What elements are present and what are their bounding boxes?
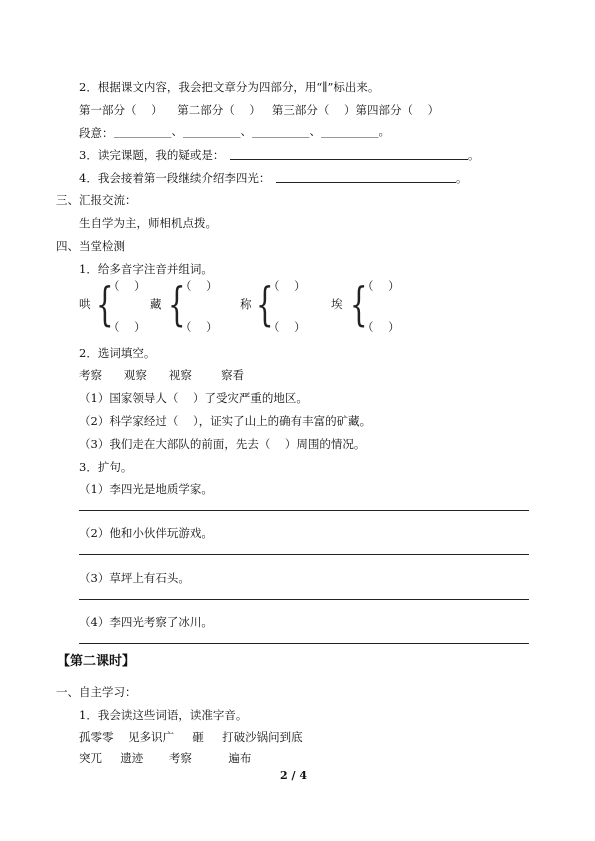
q3-item: （3）草坪上有石头。: [79, 571, 190, 585]
polyphone-top: （ ）: [362, 279, 400, 293]
q3-item: （2）他和小伙伴玩游戏。: [79, 526, 213, 540]
polyphone-top: （ ）: [268, 279, 306, 293]
page-number: 2 / 4: [280, 769, 307, 782]
polyphone-bottom: （ ）: [108, 320, 146, 334]
q3-item: （4）李四光考察了冰川。: [79, 615, 213, 629]
brace-icon: {: [350, 277, 368, 331]
polyphone-char: 哄: [79, 297, 91, 311]
word-list-row: 突兀 遗迹 考察 遍布: [79, 751, 252, 765]
polyphone-bottom: （ ）: [180, 320, 218, 334]
duanyi-label: 段意：: [79, 126, 114, 140]
item-2: 2．根据课文内容，我会把文章分为四部分，用“∥”标出来。: [79, 80, 380, 94]
part-brackets: 第一部分（ ） 第二部分（ ） 第三部分（ ）第四部分（ ）: [79, 103, 440, 117]
lesson-2-heading: 一、自主学习：: [56, 685, 137, 699]
q3-answer-line: [79, 510, 529, 511]
q2-title: 2．选词填空。: [79, 346, 156, 360]
item-4: 4．我会接着第一段继续介绍李四光：: [79, 171, 271, 185]
item-3: 3．读完课题，我的疑或是：: [79, 148, 225, 162]
section-4-heading: 四、当堂检测: [56, 239, 125, 253]
polyphone-top: （ ）: [180, 279, 218, 293]
word-list-row: 孤零零 见多识广 砸 打破沙锅问到底: [79, 730, 303, 744]
polyphone-top: （ ）: [108, 279, 146, 293]
q2-item: （1）国家领导人（ ）了受灾严重的地区。: [79, 391, 308, 405]
item-4-end: 。: [456, 171, 468, 185]
item-3-answer-line: [230, 159, 468, 160]
polyphone-bottom: （ ）: [362, 320, 400, 334]
brace-icon: {: [256, 277, 274, 331]
polyphone-bottom: （ ）: [268, 320, 306, 334]
brace-icon: {: [168, 277, 186, 331]
q1-title: 1．给多音字注音并组词。: [79, 262, 213, 276]
brace-icon: {: [96, 277, 114, 331]
duanyi-blanks: __________、__________、__________、__________。: [114, 124, 390, 138]
lesson-2-q1: 1．我会读这些词语，读准字音。: [79, 708, 248, 722]
polyphone-char: 称: [240, 297, 252, 311]
q2-item: （2）科学家经过（ ），证实了山上的确有丰富的矿藏。: [79, 414, 372, 428]
q3-answer-line: [79, 643, 529, 644]
q3-item: （1）李四光是地质学家。: [79, 482, 213, 496]
lesson-2-title: 【第二课时】: [57, 654, 136, 669]
section-3-line: 生自学为主，师相机点拨。: [79, 216, 217, 230]
section-3-heading: 三、汇报交流：: [56, 193, 137, 207]
q2-word-bank: 考察 观察 视察 察看: [79, 368, 245, 382]
q2-item: （3）我们走在大部队的前面，先去（ ）周围的情况。: [79, 437, 366, 451]
polyphone-char: 埃: [331, 297, 343, 311]
polyphone-char: 藏: [150, 297, 162, 311]
item-4-answer-line: [276, 182, 456, 183]
q3-answer-line: [79, 599, 529, 600]
item-3-end: 。: [468, 148, 480, 162]
q3-answer-line: [79, 554, 529, 555]
q3-title: 3．扩句。: [79, 460, 133, 474]
